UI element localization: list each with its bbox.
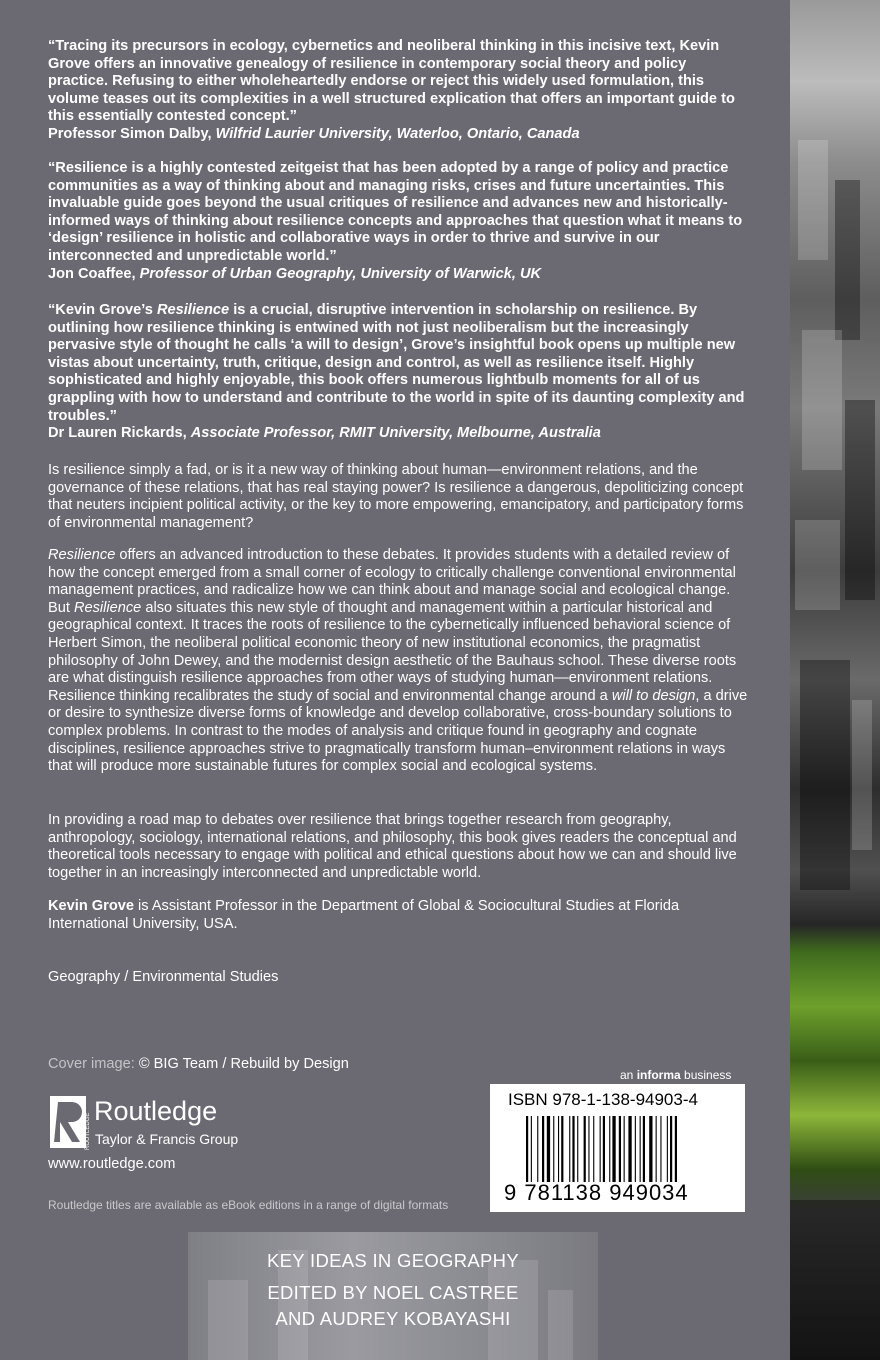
barcode-bar <box>660 1116 661 1182</box>
description-paragraph-3 <box>48 812 748 882</box>
publisher-name: Routledge <box>94 1096 218 1126</box>
barcode-bar <box>569 1116 570 1182</box>
isbn-text: ISBN 978-1-138-94903-4 <box>508 1090 698 1109</box>
barcode-bar <box>609 1116 610 1182</box>
cover-credit-value: © BIG Team / Rebuild by Design <box>134 1056 349 1072</box>
barcode-bar <box>640 1116 641 1182</box>
quote-part: “Kevin Grove’s <box>48 302 157 318</box>
barcode-bar <box>577 1116 578 1182</box>
barcode-bar <box>624 1116 625 1182</box>
ebook-note: Routledge titles are available as eBook editions in a range of digital formats <box>48 1198 449 1212</box>
barcode-bar <box>670 1116 672 1182</box>
endorsement-coaffee <box>48 160 748 283</box>
text-part: , a drive or desire to synthesize diverse forms of knowledge and develop collaborative, cross-boundary solutions to complex problems. In contrast to the modes of analysis and critique found in geography and cognate disciplines, resilience approaches strive to pragmatically transform human–environment relations in ways that will produce more sustainable futures for complex social and ecological systems. <box>48 687 748 775</box>
barcode-bar <box>643 1116 645 1182</box>
barcode-bar <box>537 1116 538 1182</box>
barcode-bars <box>526 1116 722 1182</box>
barcode-bar <box>603 1116 605 1182</box>
barcode-bar <box>526 1116 528 1182</box>
book-title-italic: Resilience <box>156 302 230 318</box>
barcode-bar <box>656 1116 657 1182</box>
barcode-bar <box>531 1116 532 1182</box>
informa-tagline <box>620 1068 731 1082</box>
barcode-bar <box>635 1116 636 1182</box>
endorsement-dalby <box>48 38 748 144</box>
barcode-bar <box>542 1116 544 1182</box>
endorsement-attribution <box>48 126 748 144</box>
description-text <box>48 547 748 776</box>
endorser-name: Professor Simon Dalby, <box>48 125 212 142</box>
barcode-bar <box>584 1116 586 1182</box>
informa-suffix: business <box>680 1068 732 1082</box>
informa-brand: informa <box>636 1068 681 1082</box>
description-paragraph-1 <box>48 462 748 532</box>
cover-photo-strip <box>790 0 880 1360</box>
barcode-bar <box>619 1116 621 1182</box>
isbn-digits: 9 781138 949034 <box>504 1180 689 1205</box>
barcode-bar <box>593 1116 594 1182</box>
series-title: KEY IDEAS IN GEOGRAPHY <box>267 1250 519 1271</box>
endorsement-quote: “Tracing its precursors in ecology, cybernetics and neoliberal thinking in this incisive text, Kevin Grove offers an innovative genealogy of resilience in contemporary social theory and policy practice. Refusing to either wholeheartedly endorse or reject this widely used formulation, this volume teases out its complexities in a well structured explication that offers an important guide to this essentially contested concept.” <box>48 38 735 125</box>
author-bio-body: is Assistant Professor in the Department of Global & Sociocultural Studies at Florida International University, USA. <box>48 898 680 932</box>
book-title-italic: Resilience <box>48 547 116 563</box>
barcode-bar <box>675 1116 677 1182</box>
endorsement-attribution <box>48 425 748 443</box>
barcode-bar <box>649 1116 652 1182</box>
barcode-bar <box>588 1116 589 1182</box>
series-banner <box>188 1232 598 1360</box>
barcode-bar <box>547 1116 550 1182</box>
endorser-affiliation: Professor of Urban Geography, University of Warwick, UK <box>139 265 542 282</box>
series-editors-line-2: AND AUDREY KOBAYASHI <box>275 1308 511 1329</box>
book-title-italic: Resilience <box>73 599 142 616</box>
endorser-name: Dr Lauren Rickards, <box>48 425 187 442</box>
cover-credit <box>48 1056 349 1072</box>
text-part: offers an advanced introduction to these debates. It provides students with a detailed review of how the concept emerged from a small corner of ecology to critically challenge conventional environmental management practices, and radicalize how we can think about and manage social and ecological change. But <box>48 547 736 616</box>
text-part: also situates this new style of thought and management within a particular historical and geographical context. It traces the roots of resilience to the cybernetically influenced behavioral science of Herbert Simon, the neoliberal political economic theory of new institutional economics, the pragmatist philosophy of John Dewey, and the modernist design aesthetic of the Bauhaus school. These diverse roots are what distinguish resilience approaches from other ways of studying human—environment relations. Resilience thinking recalibrates the study of social and environmental change around a <box>48 599 737 704</box>
description-paragraph-2 <box>48 547 748 776</box>
description-text: Is resilience simply a fad, or is it a new way of thinking about human—environment relations, and the governance of these relations, that has real staying power? Is resilience a dangerous, depoliticizing concept that neuters incipient political activity, or the key to more empowering, emancipatory, and participatory forms of environmental management? <box>48 462 744 531</box>
author-name: Kevin Grove <box>48 898 134 914</box>
barcode-bar <box>561 1116 563 1182</box>
author-bio <box>48 898 748 933</box>
barcode-bar <box>558 1116 559 1182</box>
barcode-bar <box>553 1116 554 1182</box>
barcode-bar <box>612 1116 615 1182</box>
series-editors-line-1: EDITED BY NOEL CASTREE <box>267 1282 519 1303</box>
subject-category: Geography / Environmental Studies <box>48 969 279 985</box>
barcode-bar <box>600 1116 601 1182</box>
publisher-url: www.routledge.com <box>48 1156 176 1172</box>
cover-credit-label: Cover image: <box>48 1056 135 1072</box>
author-bio-text <box>48 898 748 933</box>
barcode-bar <box>572 1116 574 1182</box>
endorsement-quote <box>48 302 748 425</box>
endorser-affiliation: Associate Professor, RMIT University, Melbourne, Australia <box>190 425 601 442</box>
barcode-bar <box>667 1116 668 1182</box>
endorser-affiliation: Wilfrid Laurier University, Waterloo, Ontario, Canada <box>215 125 580 142</box>
barcode-bar <box>628 1116 631 1182</box>
description-text: In providing a road map to debates over resilience that brings together research from geography, anthropology, sociology, international relations, and philosophy, this book gives readers the conceptual and theoretical tools necessary to engage with political and ethical questions about how we can and should live together in an increasingly interconnected and unpredictable world. <box>48 812 737 881</box>
endorsement-attribution <box>48 266 748 284</box>
quote-part: is a crucial, disruptive intervention in scholarship on resilience. By outlining how resilience thinking is entwined with not just neoliberalism but the increasingly pervasive style of thought he calls ‘a will to design’, Grove’s insightful book opens up multiple new vistas about uncertainty, truth, critique, design and control, as well as resilience itself. Highly sophisticated and highly enjoyable, this book offers numerous lightbulb moments for all of us grappling with how to understand and contribute to the world in spite of its daunting complexity and troubles.” <box>48 302 745 424</box>
informa-prefix: an <box>620 1068 637 1082</box>
isbn-barcode <box>490 1084 745 1212</box>
endorsement-rickards <box>48 302 748 443</box>
endorser-name: Jon Coaffee, <box>48 265 136 282</box>
emphasis-italic: will to design <box>611 687 696 704</box>
logo-letters: ROUTLEDGE <box>85 1112 91 1150</box>
endorsement-quote: “Resilience is a highly contested zeitgeist that has been adopted by a range of policy and practice communities as a way of thinking about and managing risks, crises and future uncertainties. This invaluable guide goes beyond the usual critiques of resilience and advances new and historically-informed ways of thinking about resilience concepts and approaches that question what it means to ‘design’ resilience in holistic and collaborative ways in order to thrive and survive in our interconnected and unpredictable world.” <box>48 160 743 264</box>
publisher-group: Taylor & Francis Group <box>95 1131 239 1147</box>
